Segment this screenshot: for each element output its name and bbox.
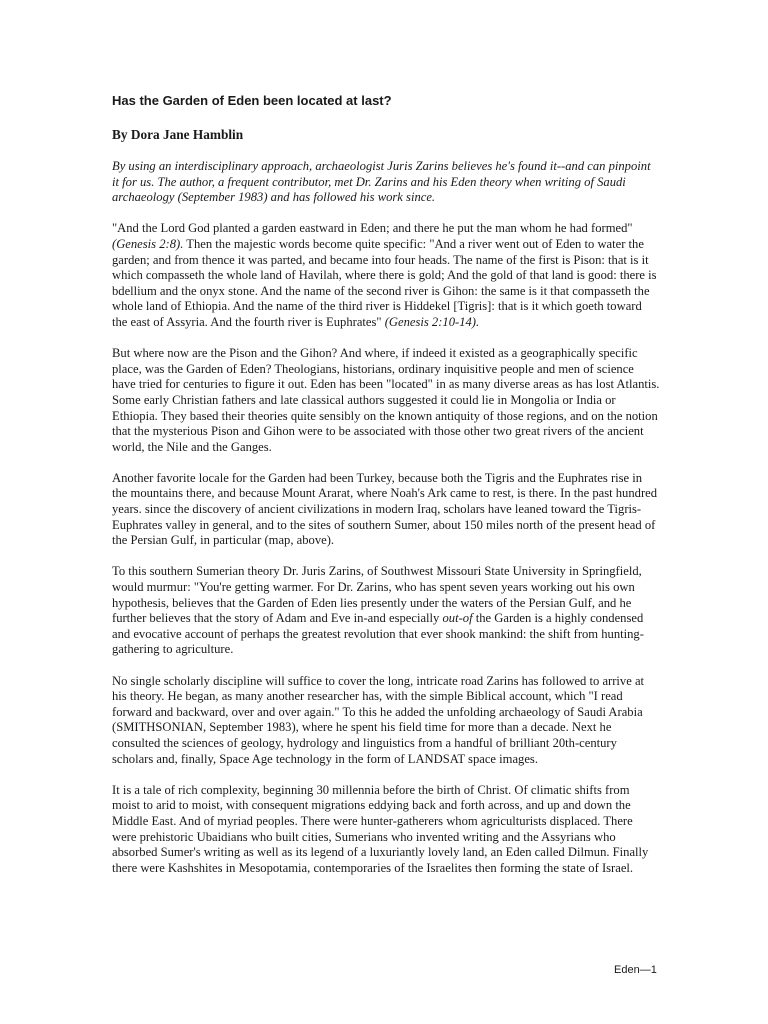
article-intro: By using an interdisciplinary approach, archaeologist Juris Zarins believes he's found it--and can pinpoint it for us. The author, a frequent contributor, met Dr. Zarins and his Eden theory when writing of Saudi archaeology (September 1983) and has followed his work since.	[112, 159, 651, 205]
paragraph-1-text-a: "And the Lord God planted a garden eastward in Eden; and there he put the man whom he had formed"	[112, 221, 633, 236]
paragraph-2: But where now are the Pison and the Gihon? And where, if indeed it existed as a geographically specific place, was the Garden of Eden? Theologians, historians, ordinary inquisitive people and men of science have tried for centuries to figure it out. Eden has been "located" in as many diverse areas as has lost Atlantis. Some early Christian fathers and late classical authors suggested it could lie in Mongolia or India or Ethiopia. They based their theories quite sensibly on the known antiquity of those regions, and on the notion that the mysterious Pison and Gihon were to be associated with those other two great rivers of the ancient world, the Nile and the Ganges.	[112, 346, 660, 454]
paragraph-4-text-b: the Garden is a highly condensed and evocative account of perhaps the greatest revolution that ever shook mankind: the shift from hunting-gathering to agriculture.	[112, 611, 644, 657]
article-byline: By Dora Jane Hamblin	[112, 127, 244, 142]
paragraph-4-emphasis: out-of	[442, 611, 473, 626]
document-page	[112, 92, 660, 892]
article-title: Has the Garden of Eden been located at last?	[112, 93, 392, 108]
paragraph-3: Another favorite locale for the Garden had been Turkey, because both the Tigris and the Euphrates rise in the mountains there, and because Mount Ararat, where Noah's Ark came to rest, is there. In the past hundred years. since the discovery of ancient civilizations in modern Iraq, scholars have leaned toward the Tigris-Euphrates valley in general, and to the sites of southern Sumer, about 150 miles north of the present head of the Persian Gulf, in particular (map, above).	[112, 470, 658, 548]
scripture-reference-2: (Genesis 2:10-14).	[384, 314, 480, 329]
page-footer: Eden—1	[614, 964, 657, 976]
paragraph-4-text-a: To this southern Sumerian theory Dr. Juris Zarins, of Southwest Missouri State University in Springfield, would murmur: "You're getting warmer. For Dr. Zarins, who has spent seven years working out his own hypothesis, believes that the Garden of Eden lies presently under the waters of the Persian Gulf, and he further believes that the story of Adam and Eve in-and especially	[112, 564, 642, 626]
paragraph-1-text-b: Then the majestic words become quite specific: "And a river went out of Eden to water the garden; and from thence it was parted, and became into four heads. The name of the first is Pison: that is it which compasseth the whole land of Havilah, where there is gold; And the gold of that land is good: there is bdellium and the onyx stone. And the name of the second river is Gihon: the same is it that compasseth the whole land of Ethiopia. And the name of the third river is Hiddekel [Tigris]: that is it which goeth toward the east of Assyria. And the fourth river is Euphrates"	[112, 236, 657, 329]
paragraph-4	[112, 564, 660, 658]
scripture-reference-1: (Genesis 2:8).	[112, 236, 184, 251]
paragraph-5: No single scholarly discipline will suffice to cover the long, intricate road Zarins has followed to arrive at his theory. He began, as many another researcher has, with the simple Biblical account, which "I read forward and backward, over and over again." To this he added the unfolding archaeology of Saudi Arabia (SMITHSONIAN, September 1983), where he spent his field time for more than a decade. Next he consulted the sciences of geology, hydrology and linguistics from a handful of brilliant 20th-century scholars and, finally, Space Age technology in the form of LANDSAT space images.	[112, 673, 645, 766]
paragraph-1	[112, 221, 660, 330]
paragraph-6: It is a tale of rich complexity, beginning 30 millennia before the birth of Christ. Of climatic shifts from moist to arid to moist, with consequent migrations eddying back and forth across, and up and down the Middle East. And of myriad peoples. There were hunter-gatherers whom agriculturists displaced. There were prehistoric Ubaidians who built cities, Sumerians who invented writing and the Assyrians who absorbed Sumer's writing as well as its legend of a luxuriantly lovely land, an Eden called Dilmun. Finally there were Kashshites in Mesopotamia, contemporaries of the Israelites then forming the state of Israel.	[112, 782, 649, 875]
